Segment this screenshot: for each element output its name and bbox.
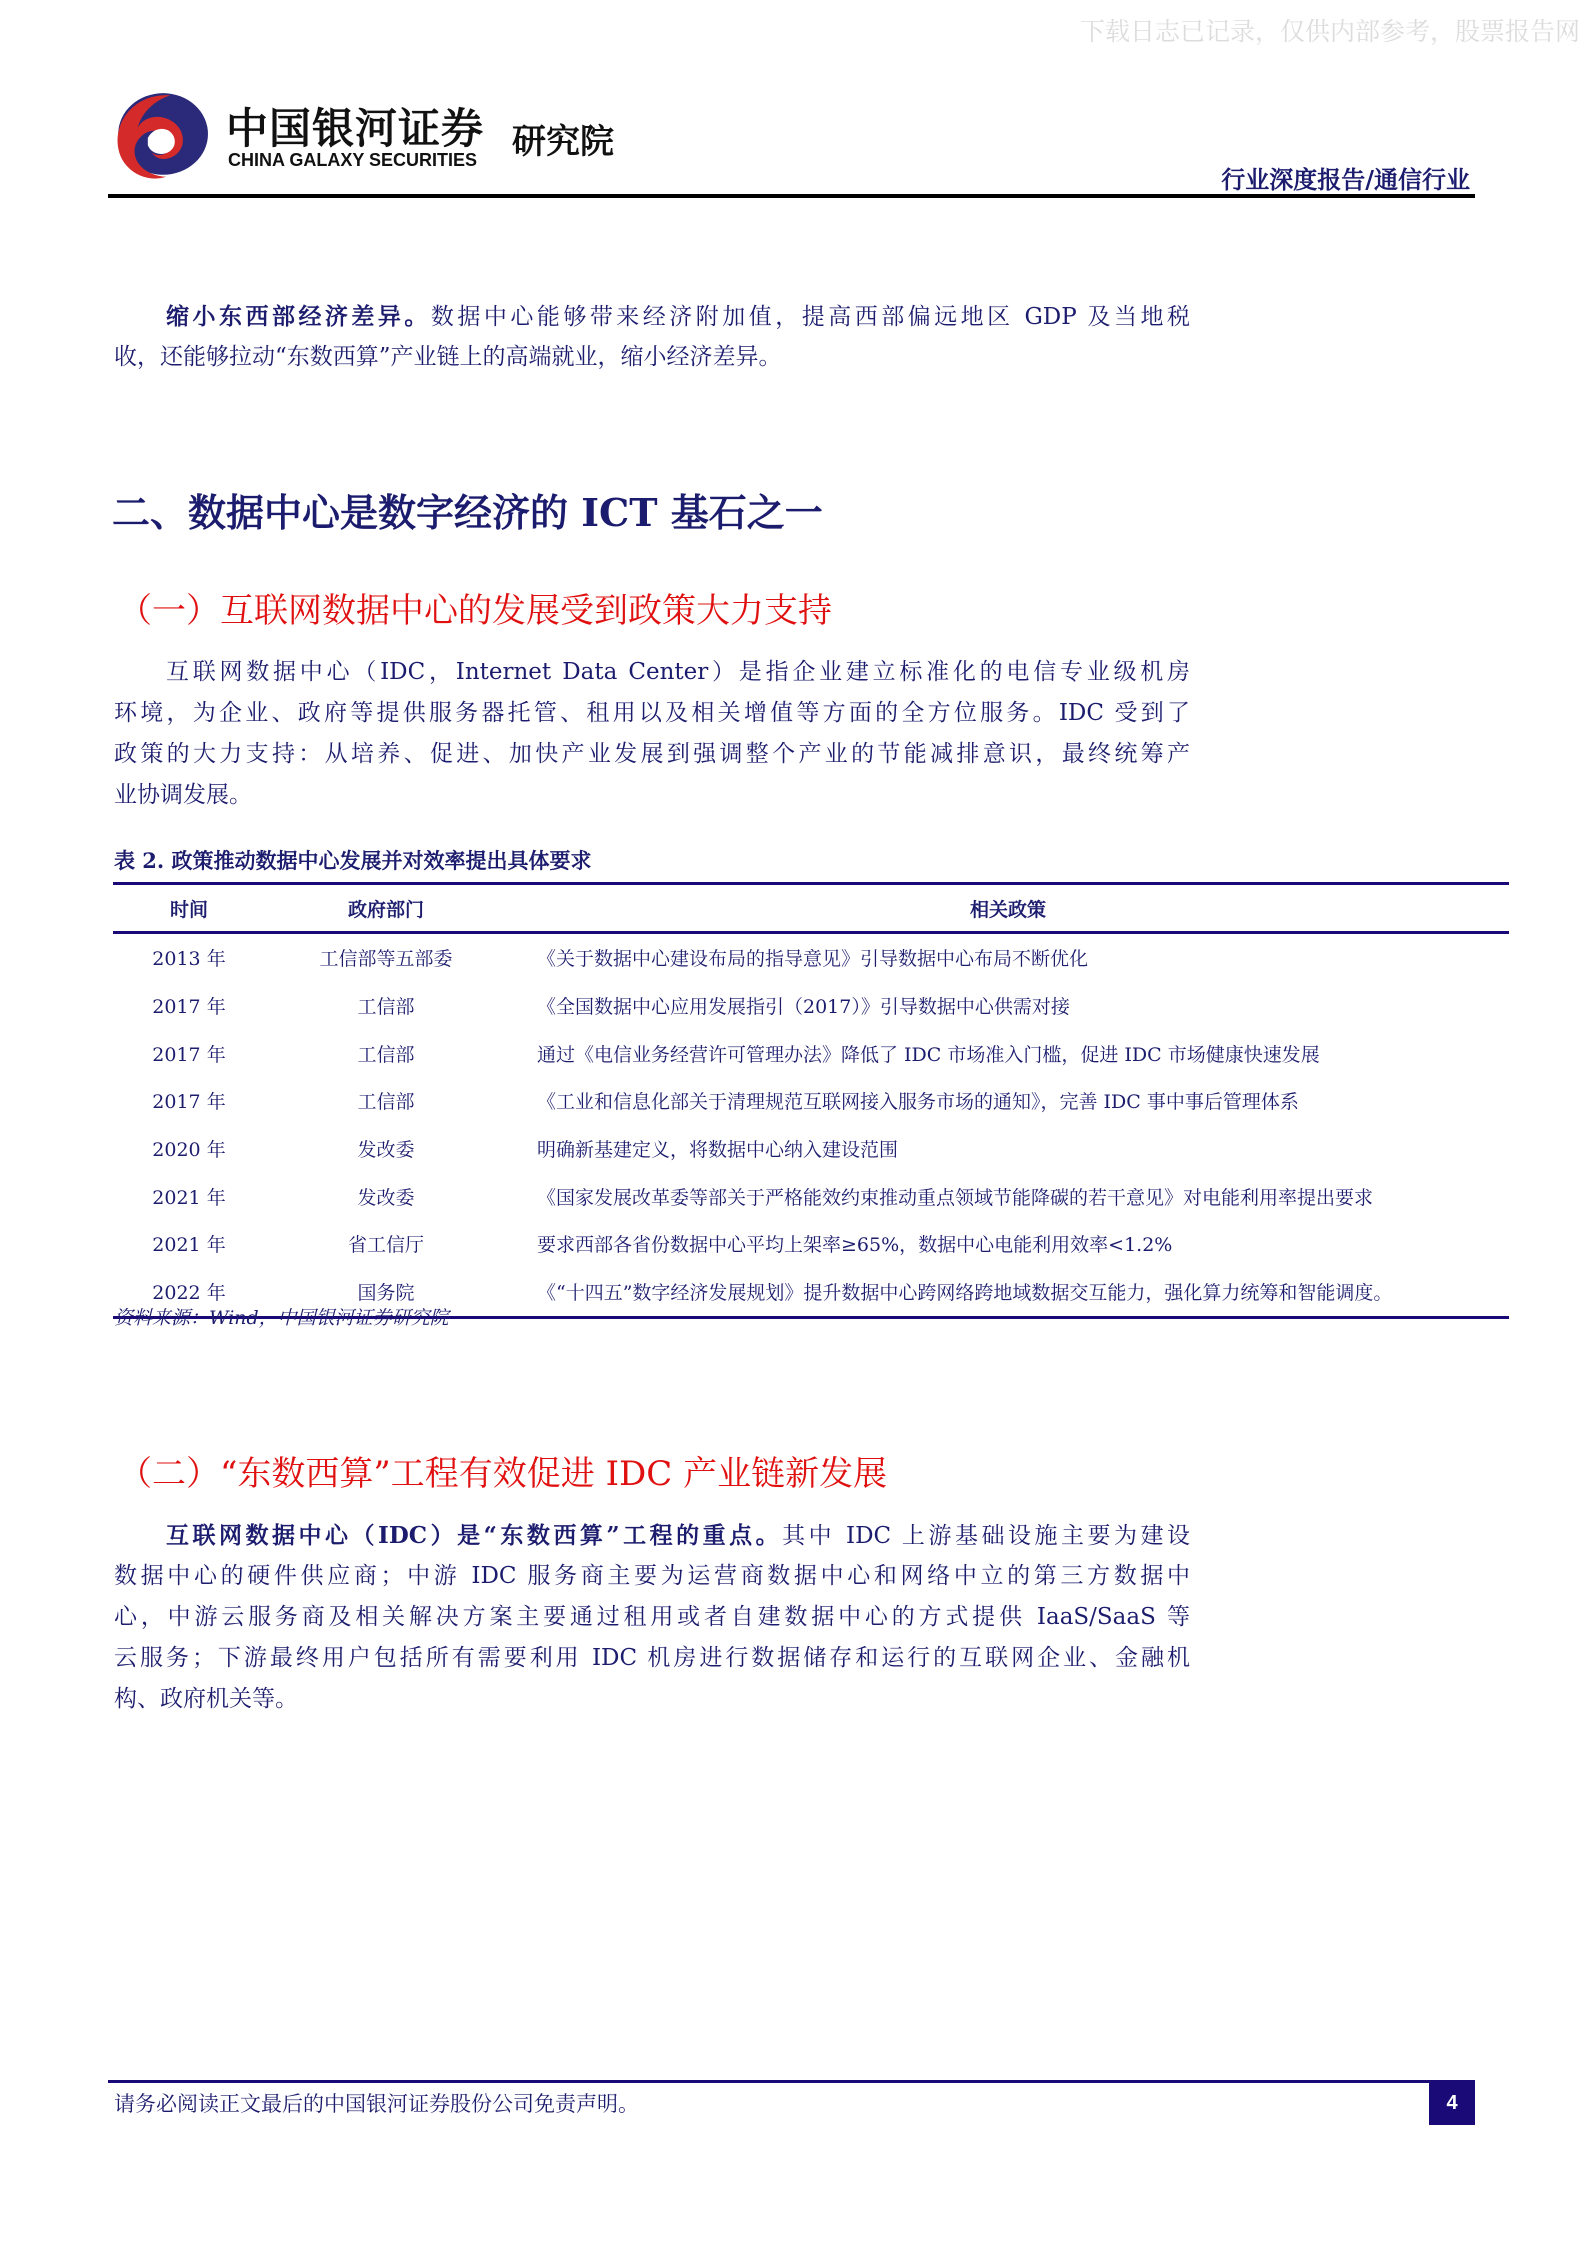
cell-department: 工信部 <box>357 1043 415 1066</box>
paragraph-line: 政策的大力支持：从培养、促进、加快产业发展到强调整个产业的节能减排意识，最终统筹产 <box>114 741 1190 767</box>
paragraph-line <box>114 296 1190 337</box>
header-divider <box>108 194 1475 198</box>
subsection-title-2: （二）“东数西算”工程有效促进 IDC 产业链新发展 <box>118 1454 888 1494</box>
cell-policy: 明确新基建定义，将数据中心纳入建设范围 <box>537 1139 899 1162</box>
paragraph-line: 业协调发展。 <box>114 782 252 808</box>
paragraph-line: 云服务；下游最终用户包括所有需要利用 IDC 机房进行数据储存和运行的互联网企业、金融机 <box>114 1645 1190 1671</box>
table-row <box>113 1172 1509 1220</box>
table-caption: 表 2. 政策推动数据中心发展并对效率提出具体要求 <box>114 848 592 873</box>
cell-department: 工信部 <box>357 996 415 1019</box>
footer-disclaimer: 请务必阅读正文最后的中国银河证券股份公司免责声明。 <box>114 2092 639 2116</box>
cell-policy: 《国家发展改革委等部关于严格能效约束推动重点领域节能降碳的若干意见》对电能利用率提出要求 <box>537 1186 1374 1209</box>
report-type: 行业深度报告/通信行业 <box>1221 165 1470 194</box>
table-header-row <box>113 884 1509 933</box>
header-policy: 相关政策 <box>507 884 1509 933</box>
paragraph-line: 构、政府机关等。 <box>114 1686 298 1712</box>
subsection2-paragraph <box>114 1515 1190 1720</box>
cell-policy: 通过《电信业务经营许可管理办法》降低了 IDC 市场准入门槛，促进 IDC 市场健康快速发展 <box>537 1043 1320 1066</box>
cell-policy: 《工业和信息化部关于清理规范互联网接入服务市场的通知》，完善 IDC 事中事后管理体系 <box>537 1091 1299 1114</box>
cell-time: 2021 年 <box>152 1234 226 1257</box>
cell-policy: 《关于数据中心建设布局的指导意见》引导数据中心布局不断优化 <box>537 948 1089 971</box>
cell-time: 2022 年 <box>113 1268 265 1317</box>
table-row <box>113 933 1509 982</box>
footer-divider <box>108 2080 1475 2083</box>
table-source: 资料来源：Wind，中国银河证券研究院 <box>114 1307 449 1329</box>
paragraph-line <box>114 1515 1190 1556</box>
bold-lead: 互联网数据中心（IDC）是“东数西算”工程的重点。 <box>166 1522 783 1549</box>
policy-table <box>113 882 1509 1319</box>
table-row <box>113 1029 1509 1077</box>
cell-department: 工信部等五部委 <box>319 948 453 971</box>
table-row <box>113 1220 1509 1268</box>
paragraph-line: 数据中心的硬件供应商；中游 IDC 服务商主要为运营商数据中心和网络中立的第三方数据中 <box>114 1563 1190 1589</box>
table-row <box>113 1077 1509 1125</box>
text: 数据中心能够带来经济附加值，提高西部偏远地区 GDP 及当地税 <box>430 304 1190 330</box>
cell-policy: 要求西部各省份数据中心平均上架率≥65%，数据中心电能利用效率<1.2% <box>537 1234 1173 1257</box>
subsection-title-1: （一）互联网数据中心的发展受到政策大力支持 <box>118 591 832 631</box>
cell-department: 发改委 <box>357 1186 415 1209</box>
paragraph-line: 互联网数据中心（IDC，Internet Data Center）是指企业建立标准化的电信专业级机房 <box>166 659 1190 685</box>
galaxy-logo-icon <box>107 89 209 183</box>
cell-time: 2017 年 <box>152 996 226 1019</box>
page-number: 4 <box>1429 2082 1475 2125</box>
cell-department: 工信部 <box>357 1091 415 1114</box>
table-row <box>113 982 1509 1030</box>
cell-policy: 《“十四五”数字经济发展规划》提升数据中心跨网络跨地域数据交互能力，强化算力统筹和智能调度。 <box>507 1268 1509 1317</box>
paragraph-line: 环境，为企业、政府等提供服务器托管、租用以及相关增值等方面的全方位服务。IDC 受到了 <box>114 700 1190 726</box>
text: 其中 IDC 上游基础设施主要为建设 <box>782 1523 1191 1549</box>
paragraph-line: 心，中游云服务商及相关解决方案主要通过租用或者自建数据中心的方式提供 IaaS/SaaS 等 <box>114 1604 1190 1630</box>
intro-paragraph <box>114 296 1190 378</box>
cell-department: 发改委 <box>357 1139 415 1162</box>
logo-english-name: CHINA GALAXY SECURITIES <box>228 150 478 170</box>
section-title: 二、数据中心是数字经济的 ICT 基石之一 <box>112 490 823 535</box>
cell-department: 省工信厅 <box>347 1234 424 1257</box>
cell-time: 2017 年 <box>152 1091 226 1114</box>
subsection1-paragraph <box>114 652 1190 816</box>
cell-time: 2017 年 <box>152 1043 226 1066</box>
bold-lead: 缩小东西部经济差异。 <box>166 303 431 330</box>
watermark: 下载日志已记录，仅供内部参考，股票报告网 <box>1079 17 1580 46</box>
table-row <box>113 1125 1509 1173</box>
cell-time: 2021 年 <box>152 1186 226 1209</box>
cell-policy: 《全国数据中心应用发展指引（2017）》引导数据中心供需对接 <box>537 996 1070 1019</box>
paragraph-line: 收，还能够拉动“东数西算”产业链上的高端就业，缩小经济差异。 <box>114 344 782 370</box>
header-department: 政府部门 <box>265 884 507 933</box>
cell-department: 国务院 <box>265 1268 507 1317</box>
cell-time: 2020 年 <box>152 1139 226 1162</box>
logo-institute: 研究院 <box>512 122 614 162</box>
cell-time: 2013 年 <box>152 948 226 971</box>
header-time: 时间 <box>113 884 265 933</box>
logo-chinese-name: 中国银河证券 <box>226 104 485 153</box>
